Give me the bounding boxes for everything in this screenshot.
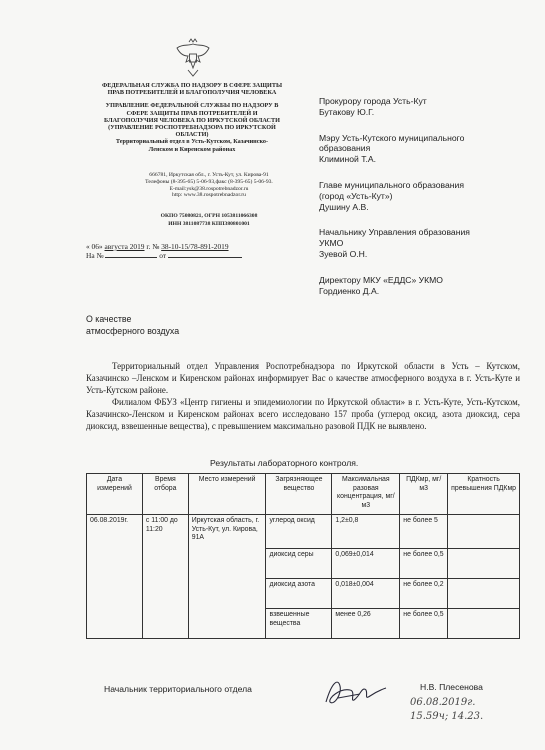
address-line: E-mail:ysk@38.rospotrebnadzor.ru [169, 185, 249, 192]
header-concentration: Максимальная разовая концентрация, мг/м3 [332, 474, 400, 515]
sender-address [124, 172, 294, 199]
table-caption: Результаты лабораторного контроля. [210, 458, 359, 468]
org-name-line: ФЕДЕРАЛЬНАЯ СЛУЖБА ПО НАДЗОРУ В СФЕРЕ ЗАЩИТЫ [101, 82, 283, 89]
header-substance: Загрязняющее вещество [266, 474, 332, 515]
cell-concentration: 0,018±0,004 [332, 579, 400, 609]
letter-subject: О качестве атмосферного воздуха [86, 314, 180, 336]
body-paragraph-1: Территориальный отдел Управления Роспотребнадзора по Иркутской области в Усть – Кутском, Казачинско –Ленском и Киренском районах информирует Вас о качестве атмосферного воздуха в г. Усть-Куте и Усть-Кутском районе. [86, 361, 520, 396]
cell-substance: диоксид азота [266, 579, 332, 609]
dept-name-line: Территориальный отдел в Усть-Кутском, Казачинско- [115, 138, 269, 146]
signatory-name: Н.В. Плесенова [420, 682, 483, 692]
header-time: Время отбора [142, 474, 188, 515]
table-header-row [87, 474, 520, 515]
cell-ratio [448, 549, 520, 579]
body-paragraph-2: Филиалом ФБУЗ «Центр гигиены и эпидемиологии по Иркутской области» в г. Усть-Куте, Усть-Кутском, Казачинско-Ленском и Киренском районах всего исследовано 157 проба (углерод оксид, азота диоксид, сера диоксид, взвешенные вещества), с превышением максимально разовой ПДК не выявлено. [86, 397, 520, 432]
cell-substance: углерод оксид [266, 515, 332, 549]
registration-codes [124, 212, 294, 228]
cell-pdk: не более 0,5 [400, 609, 448, 639]
cell-pdk: не более 0,5 [400, 549, 448, 579]
date-suffix: г. [144, 242, 151, 251]
recipient-mayor: Мэру Усть-Кутского муниципального образования Климиной Т.А. [319, 132, 465, 165]
outgoing-number: 38-10-15/78-891-2019 [161, 242, 229, 251]
signatory-position: Начальник территориального отдела [104, 684, 252, 694]
dept-name-line: (УПРАВЛЕНИЕ РОСПОТРЕБНАДЗОРА ПО ИРКУТСКОЙ [108, 124, 276, 132]
cell-ratio [448, 609, 520, 639]
date-day: « 06» [86, 242, 103, 251]
dept-name-line: УПРАВЛЕНИЕ ФЕДЕРАЛЬНОЙ СЛУЖБЫ ПО НАДЗОРУ В [105, 102, 279, 110]
okpo-line: ОКПО 75080821, ОГРН 1053811066308 [160, 213, 258, 219]
org-name-line: ПРАВ ПОТРЕБИТЕЛЕЙ И БЛАГОПОЛУЧИЯ ЧЕЛОВЕКА [107, 89, 277, 97]
cell-place: Иркутская область, г. Усть-Кут, ул. Кирова, 91А [188, 515, 266, 639]
na-label: На № [86, 251, 104, 260]
inn-line: ИНН 3811087738 КПП380801001 [168, 221, 250, 227]
hand-note-date: 06.08.2019г. [410, 697, 476, 708]
recipient-prosecutor: Прокурору города Усть-Кут Бутакову Ю.Г. [319, 96, 427, 117]
number-label: № [152, 242, 160, 251]
recipient-head: Главе муниципального образования (город «Усть-Кут») Душину А.В. [319, 179, 464, 212]
ot-label: от [159, 251, 167, 260]
dept-name-line: СФЕРЕ ЗАЩИТЫ ПРАВ ПОТРЕБИТЕЛЕЙ И [126, 109, 258, 117]
cell-concentration: 1,2±0,8 [332, 515, 400, 549]
hand-note-time: 15.59ч; 14.23. [410, 711, 484, 722]
header-date: Дата измерений [87, 474, 143, 515]
recipient-edds: Директору МКУ «ЕДДС» УКМО Гордиенко Д.А. [319, 274, 443, 296]
handwritten-receipt-note [410, 696, 483, 724]
recipient-education: Начальнику Управления образования УКМО Зуевой О.Н. [319, 227, 470, 259]
cell-pdk: не более 5 [400, 515, 448, 549]
cell-pdk: не более 0,2 [400, 579, 448, 609]
dept-name-line: БЛАГОПОЛУЧИЯ ЧЕЛОВЕКА ПО ИРКУТСКОЙ ОБЛАСТИ [104, 116, 280, 124]
header-ratio: Кратность превышения ПДКмр [448, 474, 520, 515]
header-pdk: ПДКмр, мг/м3 [400, 474, 448, 515]
cell-ratio [448, 579, 520, 609]
cell-concentration: 0,069±0,014 [332, 549, 400, 579]
sender-organization-block [86, 82, 298, 153]
cell-substance: взвешенные вещества [266, 609, 332, 639]
address-line: Телефоны (8-395-65) 5-06-93,факс (8-395-65) 5-06-93. [145, 178, 273, 185]
coat-of-arms-icon [174, 38, 212, 80]
header-place: Место измерений [188, 474, 266, 515]
cell-time: с 11:00 до 11:20 [142, 515, 188, 639]
cell-ratio [448, 515, 520, 549]
cell-substance: диоксид серы [266, 549, 332, 579]
cell-concentration: менее 0,26 [332, 609, 400, 639]
cell-date: 06.08.2019г. [87, 515, 143, 639]
dept-name-line: ОБЛАСТИ) [175, 131, 209, 139]
date-month-year: августа 2019 [104, 242, 145, 251]
dept-name-line: Ленском и Киренском районах [148, 145, 236, 153]
address-line: 666781, Иркутская обл., г. Усть-Кут, ул. Кирова-91 [149, 172, 269, 178]
outgoing-date-number [86, 242, 242, 260]
table-row [87, 515, 520, 549]
recipients-list [319, 96, 531, 311]
lab-results-table [86, 473, 520, 639]
handwritten-signature [320, 672, 390, 712]
address-line: http: www.38.rospotrebnadzor.ru [172, 192, 246, 199]
